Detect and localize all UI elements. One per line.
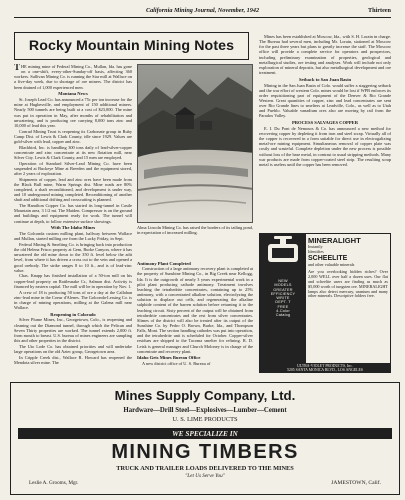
paragraph: Shipments of copper, lead and zinc ores have been made from the Black Bull mine, Warm Springs dist. Mine roads are 80% completed, a shaft reconditioned, and development is under way, and 10 underground mining completed. Reconditioning of another shaft and additional drifting and crosscutting is planned. [14,176,132,203]
mineralight-ad [259,233,391,373]
lamp-label-write: WRITE [276,296,290,301]
ad-tag: and other valuable minerals [308,261,355,267]
paragraph: St. Joseph Lead Co. has announced a 75c per ton increase for the mine at Hughesville, and employment of 150 additional miners. Nearly 500 tunnels are being built at a cost of $23,000. The mine was put in operation in May, after months of rehabilitation and unwatering, and is producing ore carrying 8,000 tons zinc and 10,000 of lead this year. [14,97,132,128]
lamp-label-models: MODELS [274,283,292,288]
ad-tag: Instantly [308,244,323,249]
mining-timbers-heading: MINING TIMBERS [111,441,299,463]
subheading: Montana News [58,91,88,97]
page-number: Thirteen [367,7,391,14]
delivery-line: TRUCK AND TRAILER LOADS DELIVERED TO THE MINES [116,465,294,472]
ad-tag: Identifies [308,248,324,254]
subheading: Reopening in Colorado [50,311,96,317]
paragraph: In Cripple Creek dist., Wallace R. Howard has reopened the Mendota silver mine. The [14,354,132,365]
paragraph [14,64,132,90]
paragraph: The Uto Lode Co. has obtained priorities and will undertake large operations on the old Aztec group, Georgetown area. [14,343,132,354]
paragraph: Silver Plume Mines, Inc., Georgetown, Colo., is reopening and cleaning out the Diamond tunnel, through which the Pelican and Seven Thirty properties are worked. The tunnel extends 2,000 ft. from mouth to breast. U.S. bureau of mines engineers are sampling this and other properties in the district. [14,317,132,343]
ad-address: 5205 SANTA MONICA BLVD., LOS ANGELES [287,367,363,372]
column-3 [259,34,391,229]
paragraph-text: HE mining mine of Federal Mining Co., Mullan, Ida. has gone on a one-shift, every-other-Sunday-off basis, affecting 360 workers. Sullivan Mining Co. is running the Star mill at Wallace on a five-day week, due to shortage of ore miners. The district has been drained of 1,000 experienced men. [14,64,132,90]
subheading: Idaho Gets Mines Bureau Office [137,355,201,361]
lamp-label-color: 4-Color [276,309,290,314]
drop-cap: T [14,64,21,72]
photo-image [138,65,253,223]
mines-supply-ad [10,382,400,495]
paragraph: Federal Mining & Smelting Co. is bringing back into production the old Helena Frisco property at Gem, Burke Canyon, where it has unwatered the old mine down to the 350 ft. level below the adit level, from where it has driven a cross cut to the vein and opened a good orebody. The strike ranges 8 to 10 ft., and is of lead-zinc value. [14,241,132,273]
ad-footer [260,363,390,372]
products-line: Hardware—Drill Steel—Explosives—Lumber—Cement [123,407,287,414]
lamp-icon [260,234,306,274]
paragraph: Mines has been established at Moscow, Ida., with S. H. Lorain in charge. The Bureau had several men, including Mr. Lorain, stationed at Moscow for the past three years but plans to greatly increase the staff. The Moscow office will provide a complete service for operators and prospectors, including preliminary examination of properties, geological and metallurgical studies, ore testing and analyses. Work will include not only exploration of mineral deposits, but also metallurgical development and ore treatment. [259,34,391,76]
specialize-band: WE SPECIALIZE IN [18,428,392,439]
subheading: With The Idaho Mines [50,225,96,231]
lamp-label-dept: DEPT. T [275,300,291,305]
paragraph: E. I. Du Pont de Nemours & Co. has announced a new method for recovering copper by depleting it from iron and steel scrap. Virtually all of the copper is recovered in a form suitable for direct use in electrogalizing metal-ore mining equipment. Simultaneous removal of copper plate was costly and wasteful. Complete depletion under the new process is possible without loss of the base metal, in contrast to usual stripping methods. Many war products are made from copper-coated steel strip. The resulting scrap metal is useless until the copper has been removed. [259,125,391,167]
lamp-label-new: NEW [278,279,288,283]
lamp-label-catalog: Catalog [275,313,291,318]
subheading: PROCESS SALVAGES COPPER [291,120,359,126]
company-city: JAMESTOWN, Calif. [331,480,381,486]
ad-lamp-panel [260,234,306,372]
ad-scheelite: SCHEELITE [308,254,348,262]
page-header [14,7,391,17]
photo-caption: Alma Lincoln Mining Co. has raised the borders of its tailing pond, in expectation of increased milling. [137,225,253,235]
slogan: "Let Us Serve You" [185,473,225,479]
header-rule [14,17,391,18]
lamp-label-efficiency: EFFICIENCY [270,291,296,296]
mining-photo [137,64,253,223]
paragraph: Mining in the San Juan Basin of Colo. would suffer a staggering setback and the war effort of western Colo. mines would be lost if WPB enforces its order requisitioning part of equipment of the Denver & Rio Grande Western. Great quantities of copper, zinc and lead concentrates are sent over Rio Grande lines to smelters at Leadville, Colo., as well as to Utah and Pueblo. Valuable vanadium ores also are moving by rail from the Paradox Valley. [259,82,391,119]
company-name: Mines Supply Company, Ltd. [114,388,296,403]
subheading: Setback to San Juan Basin [298,76,352,82]
paragraph: Conrad Mining Trust is reopening its Carbonate group in Ruby Camp Dist. of Lewis & Clark County, idle since 1929. Values are gold-silver with lead, copper and zinc. [14,128,132,144]
manager-name: Leslie A. Grooms, Mgr. [29,480,79,486]
journal-title: California Mining Journal, November, 1942 [145,7,260,14]
paragraph: The Hamilton Copper Co. has started its long-tunnel in Castle Mountain area, 3 1/2 mi. The Maiden. Compressor is on the ground and buildings and equipment ready for work. The tunnel will continue at depth, to follow extensive surface showings. [14,203,132,224]
paragraph: Operation of Standard Silver-Lead Mining Co. have been suspended at Buckeye Mine at Breeden and the equipment stored, after 2 years of exploration. [14,160,132,176]
paragraph: Blackbird, Inc. is handling 300 tons daily of lead-silver-copper concentrate and zinc concentrate at its new flotation mill, near Silver City. Lewis & Clark County, and 15 men are employed. [14,144,132,160]
paragraph: Construction of a large antimony recovery plant is completed at the property of Sunshine Mining Co., in Big Creek near Kellogg, Ida. It is the outgrowth of nearly 3 years experimental work in a pilot plant producing cathode antimony. Treatment involves leaching the tetrahedrite concentrates, containing up to 25% antimony, with a concentrated alkaline solution, electrolyzing the solution to displace out cells, and regenerating the alkaline sulphide content of the barren solution before returning it to the leaching circuit. Sixty percent of the output will be obtained from tetrahedrite concentrates and the rest from silver concentrates. Slimes of the district will also be treated after its output of the Sunshine Co. by Pedro O. Brown, Burke, Ida., and Thompson Falls, Mont. The section handling cathodes was put into operation, and the tetrahedrite unit is scheduled for October. Copper-silver residues are shipped to the Tacoma smelter for refining. R. D. Leisk is general manager and Church Moloney is in charge of the concentrate and recovery plant. [137,266,253,354]
article-title-box [14,32,249,60]
lamp-label-free: FREE [277,304,289,309]
lime-products: U. S. LIME PRODUCTS [172,416,238,423]
ad-features: Are you overlooking hidden riches? Over 2,000 WELL over half a dozen uses. Our flat and scheelite users are finding as much as $5,000 worth of tungsten ore. MINERALIGHT lamps also detect mercury, uranium and many other minerals. Descriptive folders free. [308,269,388,299]
ad-copy [308,237,388,299]
paragraph: A crew of 18 is producing 50 tons of ore a day at the Callahan zinc-lead mine in the Coeur d'Alenes. The Golconda-Lessing Co. is in charge of mining operations, milling at the Galena mill near Wallace. [14,289,132,310]
subheading: Antimony Plant Completed [137,260,191,266]
paragraph: A new district office of U. S. Bureau of [142,361,211,367]
paragraph: The Golconda custom milling plant, halfway between Wallace and Mullan, started milling ore from the Lucky Friday, in Sept. [14,231,132,242]
ad-brand: MINERALIGHT [308,236,361,245]
ad-company: ULTRA-VIOLET PRODUCTS, Inc. [297,363,353,368]
paragraph: Chas. Knapp has finished installation of a 50-ton mill on his copper-lead property on Rattlesnake Cr., Salmon dist. Activity is financed by eastern capital. The mill will be in operation by Nov. 1. [14,273,132,289]
lamp-label-greater: GREATER [273,287,293,292]
article-title: Rocky Mountain Mining Notes [28,38,235,54]
